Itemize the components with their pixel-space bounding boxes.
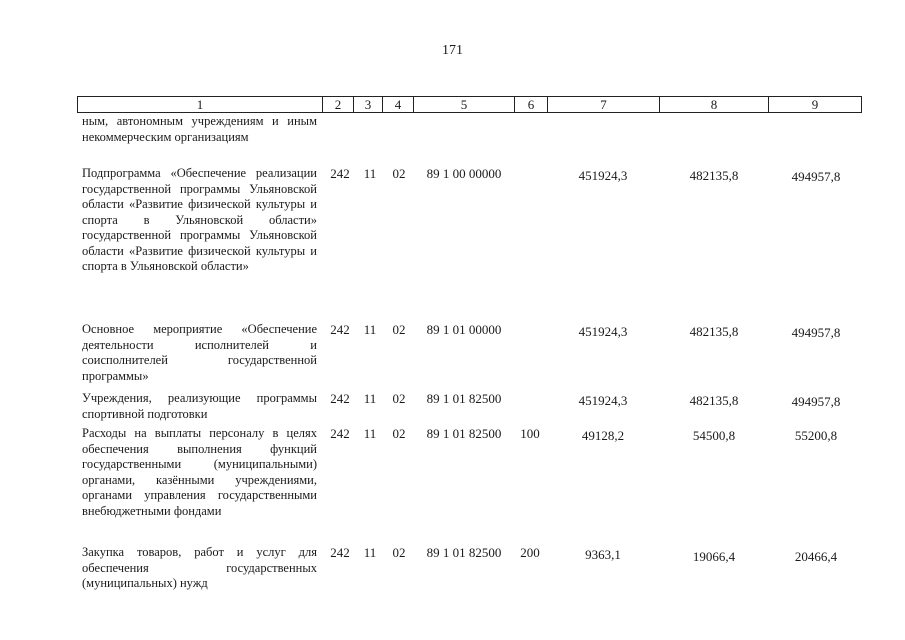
row-col-2: 242 — [330, 391, 350, 406]
header-col-9: 9 — [811, 97, 819, 112]
row-col-2: 242 — [330, 166, 350, 181]
row-col-3: 11 — [363, 426, 377, 441]
row-col-9: 20466,4 — [794, 549, 838, 564]
header-col-5: 5 — [414, 97, 515, 112]
row-col-2: 242 — [330, 322, 350, 337]
row-col-9: 494957,8 — [791, 394, 841, 409]
row-col-3: 11 — [363, 545, 377, 560]
row-col-7: 451924,3 — [578, 168, 628, 183]
row-description: Основное мероприятие «Обеспечение деятельности исполнителей и соисполнителей государственной программы» — [82, 322, 317, 383]
header-col-4: 4 — [383, 97, 414, 112]
row-col-3: 11 — [363, 322, 377, 337]
header-col-1: 1 — [78, 97, 323, 112]
row-col-3: 11 — [363, 166, 377, 181]
row-col-5: 89 1 01 82500 — [426, 391, 502, 406]
row-col-3: 11 — [363, 391, 377, 406]
row-col-4: 02 — [392, 391, 406, 406]
row-col-4: 02 — [392, 322, 406, 337]
row-col-9: 494957,8 — [791, 169, 841, 184]
row-col-5: 89 1 01 00000 — [426, 322, 502, 337]
row-col-5: 89 1 01 82500 — [426, 545, 502, 560]
row-col-7: 9363,1 — [585, 547, 621, 562]
row-col-8: 482135,8 — [689, 393, 739, 408]
row-col-7: 451924,3 — [578, 393, 628, 408]
row-col-6: 200 — [520, 545, 540, 560]
row-description: Учреждения, реализующие программы спортивной подготовки — [82, 391, 317, 421]
row-col-8: 19066,4 — [692, 549, 736, 564]
row-col-5: 89 1 00 00000 — [426, 166, 502, 181]
row-col-8: 482135,8 — [689, 324, 739, 339]
row-col-6: 100 — [520, 426, 540, 441]
row-col-4: 02 — [392, 426, 406, 441]
row-col-2: 242 — [330, 426, 350, 441]
row-col-5: 89 1 01 82500 — [426, 426, 502, 441]
row-description: Подпрограмма «Обеспечение реализации государственной программы Ульяновской области «Развитие физической культуры и спорта в Ульяновской области» государственной программы Ульяновской области «Развитие физической культуры и спорта в Ульяновской области» — [82, 166, 317, 273]
header-col-2: 2 — [323, 97, 354, 112]
row-col-2: 242 — [330, 545, 350, 560]
row-col-7: 49128,2 — [581, 428, 625, 443]
header-col-7: 7 — [548, 97, 660, 112]
row-col-4: 02 — [392, 545, 406, 560]
row-col-9: 55200,8 — [794, 428, 838, 443]
row-description: ным, автономным учреждениям и иным некоммерческим организациям — [82, 114, 317, 144]
page-number: 171 — [442, 43, 463, 58]
header-col-6: 6 — [515, 97, 548, 112]
row-col-8: 54500,8 — [692, 428, 736, 443]
table-header — [77, 96, 862, 113]
row-col-8: 482135,8 — [689, 168, 739, 183]
row-col-9: 494957,8 — [791, 325, 841, 340]
row-description: Закупка товаров, работ и услуг для обеспечения государственных (муниципальных) нужд — [82, 545, 317, 590]
header-col-8: 8 — [660, 97, 769, 112]
row-col-7: 451924,3 — [578, 324, 628, 339]
row-col-4: 02 — [392, 166, 406, 181]
row-description: Расходы на выплаты персоналу в целях обеспечения выполнения функций государственными (муниципальными) органами, казёнными учреждениями, органами управления государственными внебюджетными фондами — [82, 426, 317, 518]
header-col-3: 3 — [354, 97, 383, 112]
